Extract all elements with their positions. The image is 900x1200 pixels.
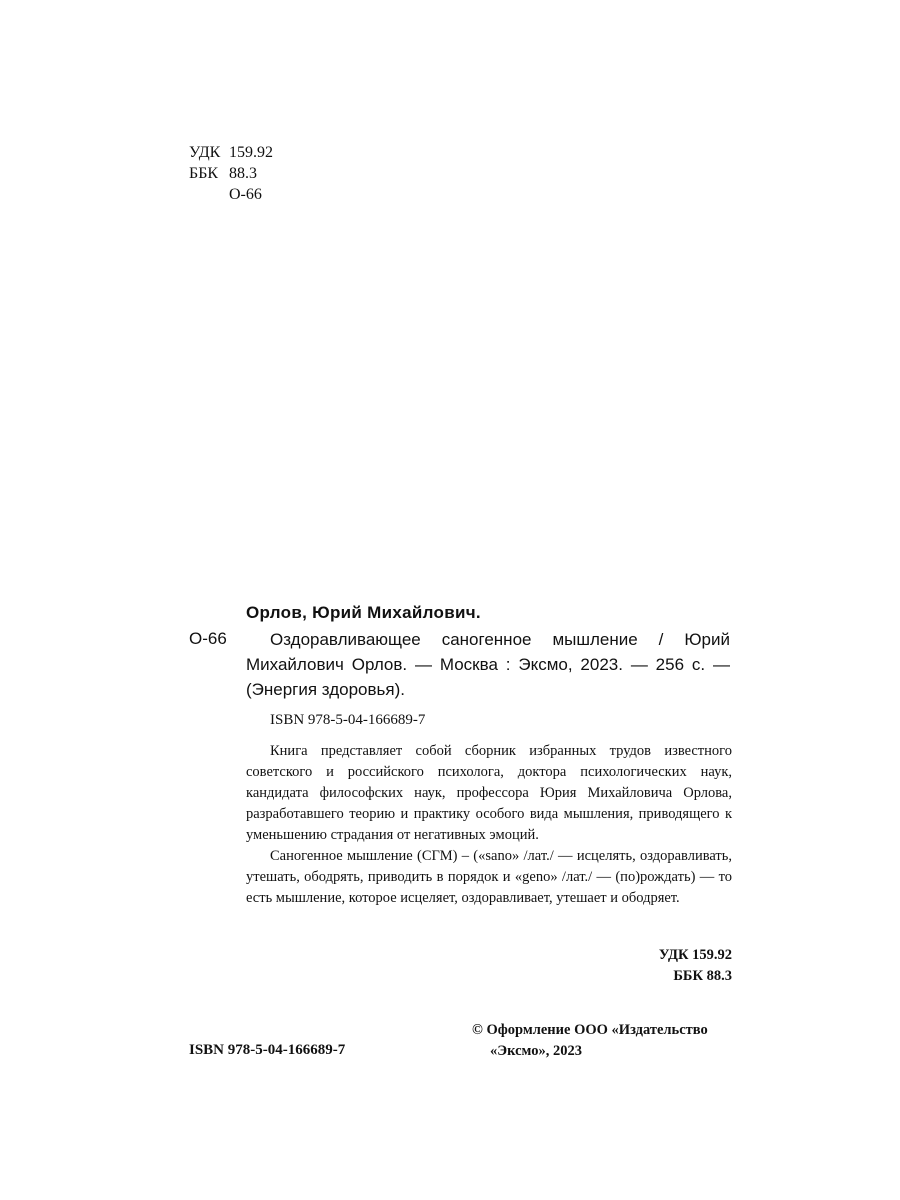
isbn-record: ISBN 978-5-04-166689-7: [270, 712, 426, 728]
footer-codes: [659, 945, 732, 987]
bbk-code: [189, 163, 273, 184]
copyright-line-2: «Эксмо», 2023: [490, 1043, 582, 1059]
annotation-paragraph-1: Книга представляет собой сборник избранных трудов известного советского и российского психолога, доктора психологических наук, кандидата философских наук, профессора Юрия Михайловича Орлова, разработавшего теорию и практику особого вида мышления, приводящего к уменьшению страдания от негативных эмоций.: [246, 743, 732, 843]
annotation: [246, 741, 732, 909]
annotation-paragraph-2: Саногенное мышление (СГМ) – («sano» /лат./ — исцелять, оздоравливать, утешать, ободрять, приводить в порядок и «geno» /лат./ — (по)рождать) — то есть мышление, которое исцеляет, оздоравливает, утешает и ободряет.: [246, 848, 732, 906]
bibliographic-description: Оздоравливающее саногенное мышление / Юрий Михайлович Орлов. — Москва : Эксмо, 2023. — 256 с. — (Энергия здоровья).: [246, 630, 730, 699]
footer-bbk: ББК 88.3: [673, 968, 732, 984]
bbk-value: 88.3: [229, 165, 257, 182]
udk-value: 159.92: [229, 144, 273, 161]
copyright-line-1: © Оформление ООО «Издательство: [472, 1022, 708, 1038]
footer-isbn: ISBN 978-5-04-166689-7: [189, 1042, 346, 1058]
footer-udk: УДК 159.92: [658, 947, 732, 963]
bbk-label: ББК: [189, 165, 219, 182]
copyright-notice: [472, 1020, 708, 1062]
classification-codes: [189, 142, 273, 205]
udk-code: [189, 142, 273, 163]
author-mark: О-66: [229, 186, 262, 203]
udk-label: УДК: [189, 144, 221, 161]
author-heading: Орлов, Юрий Михайлович.: [246, 603, 481, 622]
author-mark-record: О-66: [189, 629, 227, 648]
